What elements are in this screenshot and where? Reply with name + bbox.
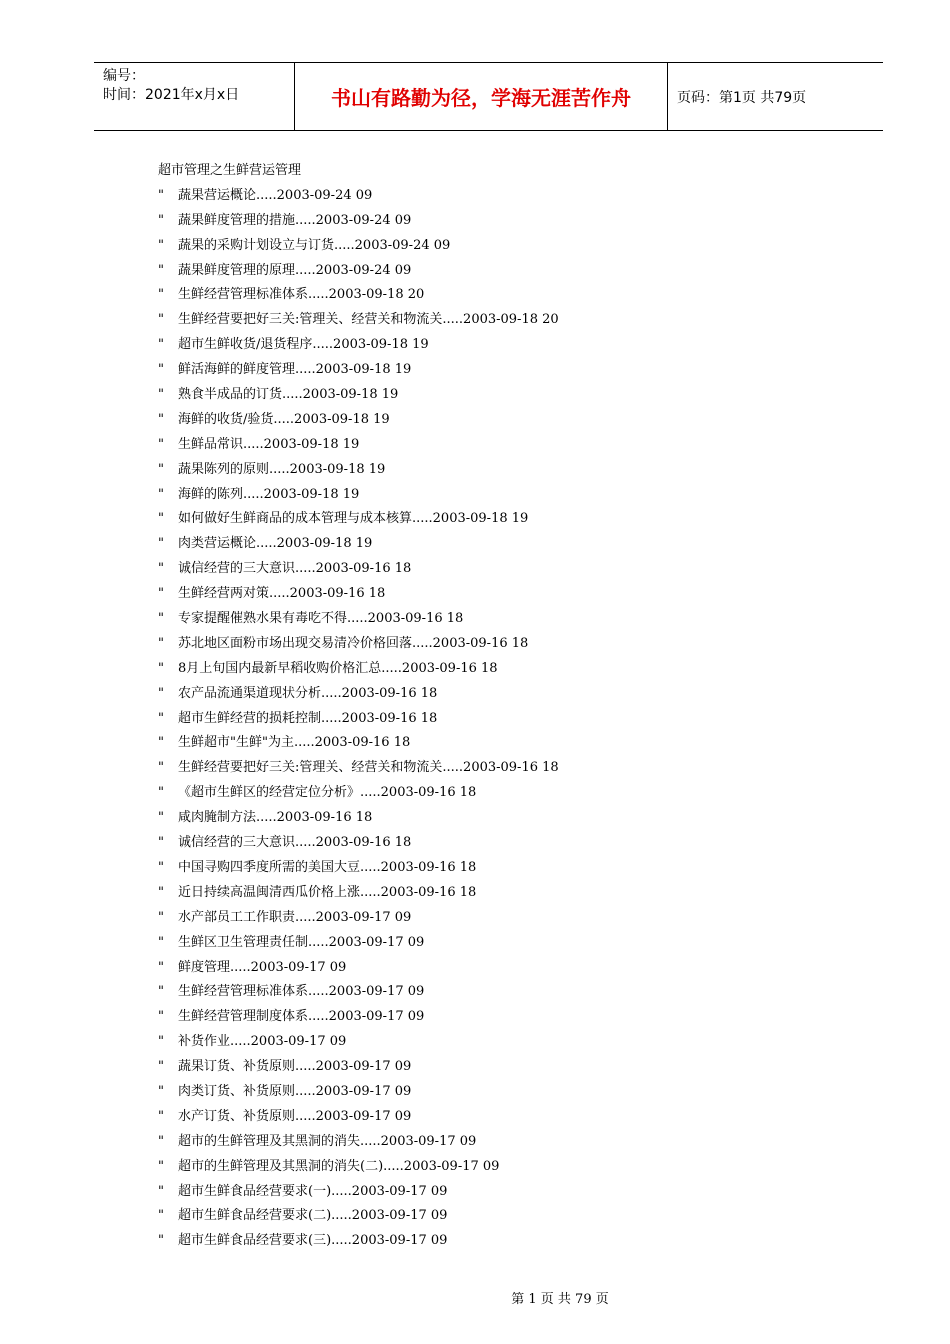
document-body xyxy=(158,159,858,1254)
list-item-text: 蔬果陈列的原则.....2003-09-18 19 xyxy=(178,461,386,477)
list-item xyxy=(158,856,858,881)
list-item-text: 超市生鲜食品经营要求(二).....2003-09-17 09 xyxy=(178,1208,448,1224)
entry-list xyxy=(158,184,858,1254)
list-bullet: " xyxy=(158,1083,164,1099)
list-item xyxy=(158,632,858,657)
header-page-label: 页码：第1页 共79页 xyxy=(677,89,807,106)
list-item-text: 诚信经营的三大意识.....2003-09-16 18 xyxy=(178,561,412,577)
list-item-text: 生鲜经营管理制度体系.....2003-09-17 09 xyxy=(178,1009,425,1025)
list-bullet: " xyxy=(158,934,164,950)
list-item xyxy=(158,557,858,582)
list-item xyxy=(158,906,858,931)
list-item xyxy=(158,1130,858,1155)
list-item-text: 《超市生鲜区的经营定位分析》.....2003-09-16 18 xyxy=(178,785,477,801)
list-item xyxy=(158,756,858,781)
list-item xyxy=(158,881,858,906)
list-bullet: " xyxy=(158,1208,164,1224)
list-item xyxy=(158,483,858,508)
list-item-text: 超市生鲜食品经营要求(三).....2003-09-17 09 xyxy=(178,1233,448,1249)
list-bullet: " xyxy=(158,486,164,502)
list-bullet: " xyxy=(158,262,164,278)
list-bullet: " xyxy=(158,187,164,203)
list-bullet: " xyxy=(158,1233,164,1249)
list-item-text: 生鲜区卫生管理责任制.....2003-09-17 09 xyxy=(178,934,425,950)
list-bullet: " xyxy=(158,909,164,925)
list-item-text: 如何做好生鲜商品的成本管理与成本核算.....2003-09-18 19 xyxy=(178,511,529,527)
list-bullet: " xyxy=(158,984,164,1000)
list-bullet: " xyxy=(158,735,164,751)
list-bullet: " xyxy=(158,312,164,328)
list-item-text: 专家提醒催熟水果有毒吃不得.....2003-09-16 18 xyxy=(178,611,464,627)
document-title: 超市管理之生鲜营运管理 xyxy=(158,163,302,178)
list-item xyxy=(158,184,858,209)
list-bullet: " xyxy=(158,561,164,577)
list-item xyxy=(158,956,858,981)
list-bullet: " xyxy=(158,810,164,826)
list-bullet: " xyxy=(158,586,164,602)
list-bullet: " xyxy=(158,387,164,403)
list-bullet: " xyxy=(158,1133,164,1149)
list-item-text: 肉类订货、补货原则.....2003-09-17 09 xyxy=(178,1083,412,1099)
list-item xyxy=(158,931,858,956)
list-bullet: " xyxy=(158,511,164,527)
list-item-text: 蔬果订货、补货原则.....2003-09-17 09 xyxy=(178,1059,412,1075)
list-item-text: 鲜活海鲜的鲜度管理.....2003-09-18 19 xyxy=(178,362,412,378)
list-item xyxy=(158,731,858,756)
list-item xyxy=(158,259,858,284)
list-bullet: " xyxy=(158,1108,164,1124)
list-bullet: " xyxy=(158,1009,164,1025)
list-item-text: 蔬果鲜度管理的原理.....2003-09-24 09 xyxy=(178,262,412,278)
list-item xyxy=(158,308,858,333)
list-item-text: 生鲜超市"生鲜"为主.....2003-09-16 18 xyxy=(178,735,411,751)
list-item xyxy=(158,980,858,1005)
list-item xyxy=(158,283,858,308)
list-item xyxy=(158,458,858,483)
list-bullet: " xyxy=(158,461,164,477)
header-meta xyxy=(94,63,295,130)
list-item-text: 蔬果营运概论.....2003-09-24 09 xyxy=(178,187,373,203)
list-bullet: " xyxy=(158,1183,164,1199)
list-bullet: " xyxy=(158,685,164,701)
list-item xyxy=(158,806,858,831)
list-bullet: " xyxy=(158,536,164,552)
list-bullet: " xyxy=(158,337,164,353)
list-bullet: " xyxy=(158,1158,164,1174)
list-item-text: 生鲜经营管理标准体系.....2003-09-18 20 xyxy=(178,287,425,303)
list-item xyxy=(158,1030,858,1055)
list-item xyxy=(158,532,858,557)
list-item-text: 鲜度管理.....2003-09-17 09 xyxy=(178,959,347,975)
list-item xyxy=(158,1105,858,1130)
list-bullet: " xyxy=(158,1034,164,1050)
list-item-text: 中国寻购四季度所需的美国大豆.....2003-09-16 18 xyxy=(178,859,477,875)
list-bullet: " xyxy=(158,660,164,676)
list-item xyxy=(158,1204,858,1229)
header-time-label: 时间：2021年x月x日 xyxy=(103,87,240,103)
list-item-text: 海鲜的陈列.....2003-09-18 19 xyxy=(178,486,360,502)
list-item xyxy=(158,582,858,607)
list-item xyxy=(158,507,858,532)
list-item xyxy=(158,1080,858,1105)
header-number-label: 编号： xyxy=(103,68,145,84)
list-item xyxy=(158,1055,858,1080)
list-item-text: 超市生鲜食品经营要求(一).....2003-09-17 09 xyxy=(178,1183,448,1199)
list-item xyxy=(158,707,858,732)
list-item-text: 苏北地区面粉市场出现交易清冷价格回落.....2003-09-16 18 xyxy=(178,635,529,651)
list-item-text: 补货作业.....2003-09-17 09 xyxy=(178,1034,347,1050)
list-bullet: " xyxy=(158,611,164,627)
list-item xyxy=(158,682,858,707)
list-item-text: 诚信经营的三大意识.....2003-09-16 18 xyxy=(178,835,412,851)
list-bullet: " xyxy=(158,237,164,253)
list-bullet: " xyxy=(158,959,164,975)
list-bullet: " xyxy=(158,1059,164,1075)
list-item-text: 水产部员工工作职责.....2003-09-17 09 xyxy=(178,909,412,925)
list-item-text: 蔬果的采购计划设立与订货.....2003-09-24 09 xyxy=(178,237,451,253)
list-item xyxy=(158,1180,858,1205)
list-item-text: 农产品流通渠道现状分析.....2003-09-16 18 xyxy=(178,685,438,701)
list-bullet: " xyxy=(158,884,164,900)
list-item-text: 肉类营运概论.....2003-09-18 19 xyxy=(178,536,373,552)
list-item xyxy=(158,358,858,383)
header-motto: 书山有路勤为径，学海无涯苦作舟 xyxy=(295,63,668,130)
list-item-text: 咸肉腌制方法.....2003-09-16 18 xyxy=(178,810,373,826)
list-item-text: 蔬果鲜度管理的措施.....2003-09-24 09 xyxy=(178,212,412,228)
list-bullet: " xyxy=(158,835,164,851)
list-bullet: " xyxy=(158,411,164,427)
list-item xyxy=(158,1005,858,1030)
list-item xyxy=(158,1229,858,1254)
list-bullet: " xyxy=(158,362,164,378)
list-item-text: 生鲜经营两对策.....2003-09-16 18 xyxy=(178,586,386,602)
page-header xyxy=(94,62,883,131)
list-item-text: 超市生鲜经营的损耗控制.....2003-09-16 18 xyxy=(178,710,438,726)
list-item-text: 8月上旬国内最新早稻收购价格汇总.....2003-09-16 18 xyxy=(178,660,498,676)
list-item xyxy=(158,408,858,433)
list-item xyxy=(158,781,858,806)
list-item-text: 熟食半成品的订货.....2003-09-18 19 xyxy=(178,387,399,403)
list-bullet: " xyxy=(158,859,164,875)
list-bullet: " xyxy=(158,287,164,303)
list-bullet: " xyxy=(158,760,164,776)
list-item-text: 超市的生鲜管理及其黑洞的消失(二).....2003-09-17 09 xyxy=(178,1158,500,1174)
list-item xyxy=(158,657,858,682)
list-item-text: 生鲜经营要把好三关:管理关、经营关和物流关.....2003-09-16 18 xyxy=(178,760,559,776)
list-item-text: 水产订货、补货原则.....2003-09-17 09 xyxy=(178,1108,412,1124)
list-item-text: 超市生鲜收货/退货程序.....2003-09-18 19 xyxy=(178,337,429,353)
list-bullet: " xyxy=(158,785,164,801)
list-item xyxy=(158,831,858,856)
list-item xyxy=(158,433,858,458)
list-item-text: 近日持续高温闽清西瓜价格上涨.....2003-09-16 18 xyxy=(178,884,477,900)
list-item-text: 生鲜经营要把好三关:管理关、经营关和物流关.....2003-09-18 20 xyxy=(178,312,559,328)
list-bullet: " xyxy=(158,635,164,651)
list-item-text: 海鲜的收货/验货.....2003-09-18 19 xyxy=(178,411,390,427)
list-item-text: 生鲜品常识.....2003-09-18 19 xyxy=(178,436,360,452)
list-item xyxy=(158,333,858,358)
list-item xyxy=(158,607,858,632)
list-bullet: " xyxy=(158,710,164,726)
page-footer: 第 1 页 共 79 页 xyxy=(511,1292,609,1307)
list-item-text: 生鲜经营管理标准体系.....2003-09-17 09 xyxy=(178,984,425,1000)
list-item xyxy=(158,1155,858,1180)
list-item-text: 超市的生鲜管理及其黑洞的消失.....2003-09-17 09 xyxy=(178,1133,477,1149)
list-item xyxy=(158,209,858,234)
list-item xyxy=(158,383,858,408)
list-bullet: " xyxy=(158,436,164,452)
list-item xyxy=(158,234,858,259)
list-bullet: " xyxy=(158,212,164,228)
